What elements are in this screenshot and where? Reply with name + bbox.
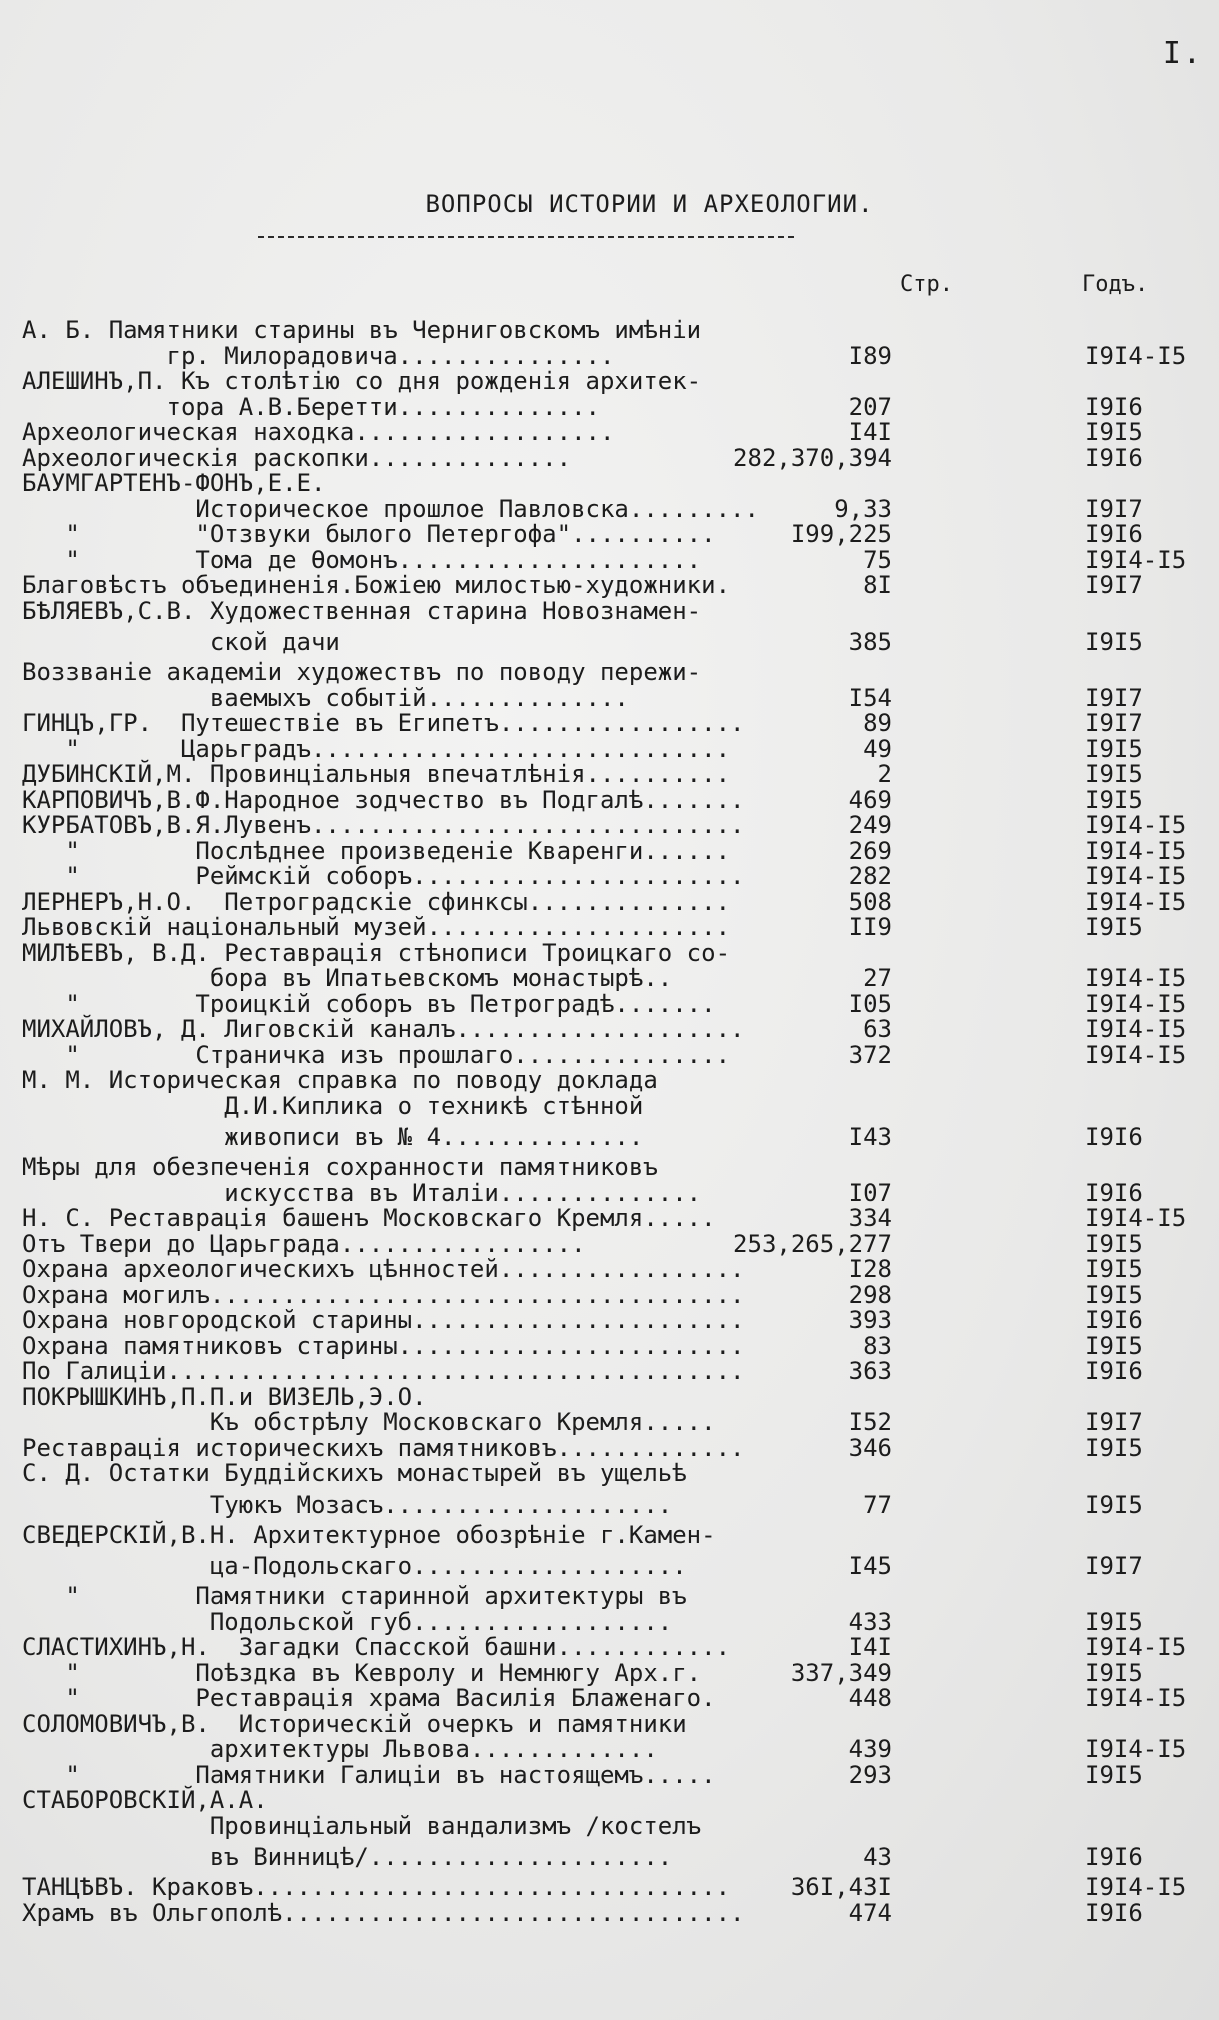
entry-page: 75 [863,545,892,574]
entry-page: 49 [863,734,892,763]
entry-page: 249 [848,811,892,839]
index-entry [22,1658,1212,1687]
entry-text: искусства въ Италіи.............. [22,1178,702,1207]
entry-text: ца-Подольскаго................... [22,1552,687,1580]
entry-text: " "Отзвуки былого Петергофа".......... [22,520,716,548]
entry-year: I9I6 [1085,520,1143,548]
entry-year: I9I6 [1085,392,1143,421]
entry-text: Охрана археологическихъ цѣнностей................. [22,1255,745,1283]
index-entry [22,887,1212,916]
index-entry [22,915,1212,941]
entry-text: " Послѣднее произведеніе Кваренги...... [22,836,731,865]
index-entry [22,1178,1212,1207]
entry-text: Мѣры для обезпеченія сохранности памятниковъ [22,1153,658,1181]
entry-text: Реставрація историческихъ памятниковъ............. [22,1433,745,1462]
index-entry [22,471,1212,497]
entry-year: I9I7 [1085,683,1143,712]
entry-year: I9I7 [1085,1408,1143,1436]
entry-page: 385 [848,628,892,656]
entry-page: 207 [848,392,892,421]
entry-text: СЛАСТИХИНЪ,Н. Загадки Спасской башни............ [22,1633,731,1661]
index-entry [22,1635,1212,1661]
entry-text: Туюкъ Мозасъ.................... [22,1490,673,1519]
entry-page: 448 [848,1684,892,1712]
entry-year: I9I4-I5 [1085,811,1187,839]
entry-year: I9I6 [1085,443,1143,472]
entry-text: гр. Милорадовича............... [22,341,615,370]
entry-year: I9I5 [1085,913,1143,941]
entry-year: I9I5 [1085,734,1143,763]
entry-text: Къ обстрѣлу Московскаго Кремля..... [22,1408,716,1436]
entry-text: " Поѣздка въ Кевролу и Немнюгу Арх.г. [22,1658,702,1687]
entry-year: I9I4-I5 [1085,1015,1187,1043]
index-entry [22,1017,1212,1043]
entry-page: 77 [863,1490,892,1519]
entry-text: живописи въ № 4.............. [22,1123,644,1151]
entry-page: 89 [863,709,892,737]
entry-page: 469 [848,785,892,814]
entry-page: 9,33 [834,494,892,523]
entry-text: ЛЕРНЕРЪ,Н.О. Петроградскіе сфинксы.............. [22,887,731,916]
entry-page: 36I,43I [790,1873,892,1901]
index-entry [22,864,1212,890]
index-entry [22,1875,1212,1901]
index-entry [22,1584,1212,1610]
entry-page: 298 [848,1280,892,1309]
entry-year: I9I5 [1085,1433,1143,1462]
entry-text: въ Винницѣ/..................... [22,1843,673,1871]
entry-year: I9I4-I5 [1085,964,1187,992]
entry-page: 334 [848,1204,892,1232]
entry-year: I9I4-I5 [1085,1735,1187,1763]
entry-text: Историческое прошлое Павловска......... [22,494,759,523]
index-entry [22,1068,1212,1094]
entry-text: Д.И.Киплика о техникѣ стѣнной [22,1091,644,1120]
entry-page: I4I [848,1633,892,1661]
entry-page: 439 [848,1735,892,1763]
index-entry [22,683,1212,712]
entry-text: бора въ Ипатьевскомъ монастырѣ.. [22,964,673,992]
entry-text: ваемыхъ событій.............. [22,683,629,712]
entry-year: I9I6 [1085,1306,1143,1334]
entry-text: ТАНЦѢВЪ. Краковъ................................. [22,1873,731,1901]
index-entry [22,494,1212,523]
entry-page: I07 [848,1178,892,1207]
entry-text: Подольской губ.................. [22,1607,673,1636]
entry-year: I9I5 [1085,1280,1143,1309]
entry-page: I89 [848,341,892,370]
entry-text: А. Б. Памятники старины въ Черниговскомъ имѣніи [22,316,702,344]
index-entry [22,1308,1212,1334]
index-entry [22,734,1212,763]
entry-text: архитектуры Львова............. [22,1735,658,1763]
index-entry [22,1686,1212,1712]
entry-page: 83 [863,1331,892,1360]
index-entry [22,1433,1212,1462]
index-entry [22,1410,1212,1436]
entry-year: I9I7 [1085,571,1143,599]
index-entry [22,660,1212,686]
index-entry [22,1382,1212,1411]
entry-page: 474 [848,1898,892,1927]
index-entry [22,420,1212,446]
entry-text: " Тома де Ѳомонъ..................... [22,545,702,574]
entry-year: I9I5 [1085,1229,1143,1258]
entry-text: СВЕДЕРСКІЙ,В.Н. Архитектурное обозрѣніе г.Камен- [22,1520,716,1549]
entry-page: 433 [848,1607,892,1636]
title-underline [258,236,794,238]
entry-year: I9I5 [1085,760,1143,788]
entry-page: 282,370,394 [733,443,892,472]
entry-text: " Реставрація храма Василія Блаженаго. [22,1684,716,1712]
entry-year: I9I7 [1085,1552,1143,1580]
index-entry [22,966,1212,992]
entry-text: С. Д. Остатки Буддійскихъ монастырей въ ущельѣ [22,1459,687,1487]
index-entry [22,813,1212,839]
entry-text: Археологическія раскопки.............. [22,443,572,472]
index-entry [22,1487,1212,1523]
entry-page: I05 [848,989,892,1018]
entry-text: АЛЕШИНЪ,П. Къ столѣтію со дня рожденія архитек- [22,367,702,395]
entry-text: " Памятники Галиціи въ настоящемъ..... [22,1760,716,1789]
entry-year: I9I5 [1085,1331,1143,1360]
index-list [22,318,1212,1926]
index-entry [22,836,1212,865]
entry-text: СОЛОМОВИЧЪ,В. Историческій очеркъ и памятники [22,1709,687,1738]
index-entry [22,624,1212,660]
entry-page: 282 [848,862,892,890]
entry-page: 346 [848,1433,892,1462]
entry-year: I9I7 [1085,494,1143,523]
index-entry [22,341,1212,370]
entry-text: МИХАЙЛОВЪ, Д. Лиговскій каналъ.................... [22,1015,745,1043]
entry-year: I9I4-I5 [1085,836,1187,865]
entry-year: I9I6 [1085,1123,1143,1151]
index-entry [22,1760,1212,1789]
entry-page: 2 [877,760,892,788]
entry-year: I9I6 [1085,1178,1143,1207]
entry-year: I9I4-I5 [1085,545,1187,574]
index-entry [22,1839,1212,1875]
index-entry [22,938,1212,967]
entry-year: I9I4-I5 [1085,1684,1187,1712]
entry-year: I9I5 [1085,1607,1143,1636]
index-entry [22,1607,1212,1636]
entry-year: I9I4-I5 [1085,1040,1187,1069]
entry-page: 253,265,277 [733,1229,892,1258]
index-entry [22,1359,1212,1385]
index-entry [22,762,1212,788]
index-entry [22,573,1212,599]
index-entry [22,1155,1212,1181]
entry-text: КАРПОВИЧЪ,В.Ф.Народное зодчество въ Подгалѣ....... [22,785,745,814]
entry-page: II9 [848,913,892,941]
column-header-year: Годъ. [1082,272,1149,297]
index-entry [22,1709,1212,1738]
entry-text: Храмъ въ Ольгополѣ................................ [22,1898,745,1927]
index-entry [22,1520,1212,1549]
index-entry [22,1091,1212,1120]
entry-page: 269 [848,836,892,865]
index-entry [22,1548,1212,1584]
entry-year: I9I5 [1085,785,1143,814]
entry-text: " Троицкій соборъ въ Петроградѣ....... [22,989,716,1018]
entry-year: I9I4-I5 [1085,887,1187,916]
entry-text: КУРБАТОВЪ,В.Я.Лувенъ.............................. [22,811,745,839]
index-entry [22,545,1212,574]
entry-year: I9I4-I5 [1085,989,1187,1018]
entry-text: Отъ Твери до Царьграда................. [22,1229,586,1258]
entry-text: " Памятники старинной архитектуры въ [22,1582,687,1610]
entry-text: Охрана могилъ..................................... [22,1280,745,1309]
entry-page: I52 [848,1408,892,1436]
entry-page: 27 [863,964,892,992]
entry-year: I9I5 [1085,418,1143,446]
entry-year: I9I4-I5 [1085,1873,1187,1901]
index-entry [22,1788,1212,1814]
entry-text: Охрана новгородской старины....................... [22,1306,745,1334]
entry-text: Благовѣстъ объединенія.Божіею милостью-художники. [22,571,731,599]
entry-page: 293 [848,1760,892,1789]
entry-year: I9I6 [1085,1843,1143,1871]
entry-text: " Царьградъ............................. [22,734,731,763]
entry-page: I99,225 [790,520,892,548]
index-entry [22,443,1212,472]
index-entry [22,1229,1212,1258]
entry-text: ДУБИНСКІЙ,М. Провинціальныя впечатлѣнія.......... [22,760,731,788]
entry-year: I9I4-I5 [1085,862,1187,890]
entry-year: I9I7 [1085,709,1143,737]
entry-year: I9I5 [1085,1658,1143,1687]
index-entry [22,1737,1212,1763]
entry-text: МИЛѢЕВЪ, В.Д. Реставрація стѣнописи Троицкаго со- [22,938,731,967]
index-entry [22,1898,1212,1927]
page-number: I. [1162,36,1203,71]
index-entry [22,392,1212,421]
entry-year: I9I4-I5 [1085,1204,1187,1232]
entry-year: I9I5 [1085,1490,1143,1519]
index-entry [22,1040,1212,1069]
index-entry [22,596,1212,625]
entry-page: 393 [848,1306,892,1334]
entry-text: БАУМГАРТЕНЪ-ФОНЪ,Е.Е. [22,469,326,497]
entry-page: 43 [863,1843,892,1871]
entry-page: 363 [848,1357,892,1385]
entry-year: I9I4-I5 [1085,341,1187,370]
page-title: ВОПРОСЫ ИСТОРИИ И АРХЕОЛОГИИ. [425,190,874,218]
index-entry [22,989,1212,1018]
entry-text: По Галиціи........................................ [22,1357,745,1385]
index-entry [22,1119,1212,1155]
entry-year: I9I5 [1085,1255,1143,1283]
entry-page: I28 [848,1255,892,1283]
entry-page: I45 [848,1552,892,1580]
entry-year: I9I6 [1085,1357,1143,1385]
entry-year: I9I5 [1085,628,1143,656]
entry-page: I54 [848,683,892,712]
entry-text: Археологическая находка.................. [22,418,615,446]
entry-text: ГИНЦЪ,ГР. Путешествіе въ Египетъ................. [22,709,745,737]
index-entry [22,1811,1212,1840]
entry-text: Провинціальный вандализмъ /костелъ [22,1811,702,1840]
entry-page: I43 [848,1123,892,1151]
index-entry [22,711,1212,737]
index-entry [22,785,1212,814]
entry-text: тора А.В.Беретти.............. [22,392,600,421]
index-entry [22,1461,1212,1487]
entry-text: Охрана памятниковъ старины........................ [22,1331,745,1360]
index-entry [22,1206,1212,1232]
entry-text: ской дачи [22,628,340,656]
column-header-page: Стр. [900,272,953,297]
entry-page: 8I [863,571,892,599]
entry-text: М. М. Историческая справка по поводу доклада [22,1066,658,1094]
index-entry [22,369,1212,395]
entry-text: Львовскій національный музей..................... [22,913,731,941]
entry-page: 63 [863,1015,892,1043]
index-entry [22,1257,1212,1283]
index-entry [22,1331,1212,1360]
entry-year: I9I5 [1085,1760,1143,1789]
index-entry [22,318,1212,344]
entry-page: 508 [848,887,892,916]
entry-text: " Страничка изъ прошлаго............... [22,1040,731,1069]
entry-text: ПОКРЫШКИНЪ,П.П.и ВИЗЕЛЬ,Э.О. [22,1382,427,1411]
entry-text: Воззваніе академіи художествъ по поводу пережи- [22,658,702,686]
entry-text: СТАБОРОВСКІЙ,А.А. [22,1786,268,1814]
entry-page: 337,349 [790,1658,892,1687]
index-entry [22,522,1212,548]
entry-text: " Реймскій соборъ....................... [22,862,745,890]
entry-year: I9I4-I5 [1085,1633,1187,1661]
entry-year: I9I6 [1085,1898,1143,1927]
entry-page: I4I [848,418,892,446]
index-entry [22,1280,1212,1309]
entry-page: 372 [848,1040,892,1069]
entry-text: Н. С. Реставрація башенъ Московскаго Кремля..... [22,1204,716,1232]
entry-text: БѢЛЯЕВЪ,С.В. Художественная старина Новознамен- [22,596,702,625]
